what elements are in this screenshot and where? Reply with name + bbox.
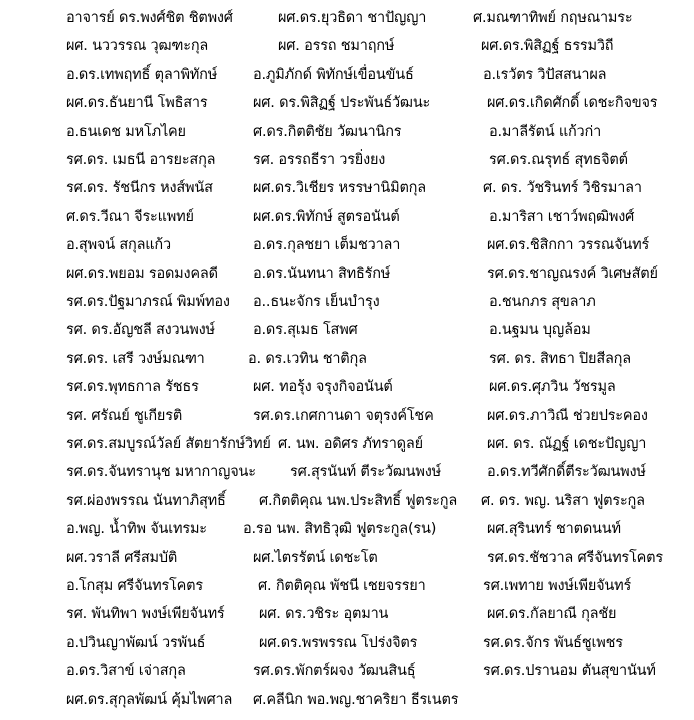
name-entry: ผศ.ไตรรัตน์ เดชะโต (253, 549, 378, 566)
name-entry: ผศ.สุรินทร์ ชาตดนนท์ (487, 521, 621, 538)
name-entry: ผศ.ดร.เกิดศักดิ์ เดชะกิจขจร (487, 95, 658, 112)
name-row (0, 118, 694, 146)
name-entry: ศ.กิตติคุณ นพ.ประสิทธิ์ ฟูตระกูล (259, 492, 458, 509)
name-entry: รศ.เพทาย พงษ์เพียจันทร์ (483, 578, 632, 594)
name-entry: รศ. อรรถธีรา วรยิ่งยง (253, 152, 386, 168)
name-entry: อ..ธนะจักร เย็นบำรุง (253, 294, 380, 310)
name-entry: อ.มาลีรัตน์ แก้วก่า (489, 123, 602, 140)
name-entry: รศ. ดร. สิทธา ปิยสีลกุล (489, 350, 631, 367)
name-entry: รศ.ดร. เสรี วงษ์มณฑา (66, 350, 205, 367)
name-row (0, 544, 694, 572)
name-entry: อ.มาริสา เชาว์พฤฒิพงศ์ (489, 208, 635, 225)
name-row (0, 316, 694, 344)
name-entry: ศ. ดร. วัชรินทร์ วิชิรมาลา (483, 180, 642, 197)
name-entry: ศ.ดร.วีณา จีระแพทย์ (66, 208, 194, 225)
name-row (0, 402, 694, 430)
name-entry: อ.พญ. น้ำทิพ จันเทรมะ (66, 521, 207, 538)
name-entry: ผศ.ดร.พิทักษ์ สูตรอนันต์ (253, 208, 400, 225)
name-entry: รศ.ดร.จันทรานุช มหากาญจนะ (66, 464, 256, 481)
name-entry: ผศ. ดร. ณัฏฐ์ เดชะปัญญา (487, 436, 647, 452)
name-entry: รศ.ดร. เมธนี อารยะสกุล (66, 152, 216, 168)
name-entry: อาจารย์ ดร.พงศ์ชิต ชิตพงศ์ (66, 10, 233, 26)
name-entry: รศ. พันทิพา พงษ์เพียจันทร์ (66, 606, 225, 623)
name-entry: รศ.ดร.ชัชวาล ศรีจันทรโคตร (487, 549, 663, 566)
name-row (0, 203, 694, 231)
name-row (0, 146, 694, 174)
name-entry: รศ.ดร.พักตร์ผจง วัฒนสินธุ์ (253, 663, 416, 680)
name-entry: อ.เรวัตร วิปัสสนาผล (483, 66, 607, 83)
name-entry: รศ.สุรนันท์ ตีระวัฒนพงษ์ (290, 464, 441, 481)
name-entry: ผศ.วราลี ศรีสมบัติ (66, 549, 178, 566)
name-entry: รศ.ผ่องพรรณ นันทาภิสุทธิ์ (66, 492, 226, 509)
name-entry: ศ. ดร. พญ. นริสา ฟูตระกูล (481, 492, 645, 509)
name-row (0, 657, 694, 685)
name-entry: ผศ.ดร.ศุภวิน วัชรมูล (489, 379, 616, 396)
name-entry: ผศ. อรรถ ชมาฤกษ์ (278, 38, 395, 55)
name-entry: อ.ภูมิภักด์ พิทักษ์เขื่อนขันธ์ (253, 66, 414, 83)
name-row (0, 61, 694, 89)
name-entry: อ.ดร.วิสาข์ เจ่าสกุล (66, 663, 186, 680)
name-entry: ผศ.ดร.พรพรรณ โปร่งจิตร (259, 634, 418, 651)
name-entry: อ.รอ นพ. สิทธิวุฒิ ฟูตระกูล(รน) (243, 521, 437, 538)
name-row (0, 487, 694, 515)
name-entry: รศ. ศรัณย์ ชูเกียรติ (66, 407, 183, 424)
name-row (0, 600, 694, 628)
name-row (0, 231, 694, 259)
name-entry: อ.ดร.เทพฤทธิ์ ตุลาพิทักษ์ (66, 66, 218, 83)
name-entry: รศ.ดร.เกศกานดา จตุรงค์โชค (253, 407, 434, 424)
name-row (0, 430, 694, 458)
name-entry: อ.ดร.ทวีศักดิ์ตีระวัฒนพงษ์ (487, 464, 646, 481)
name-entry: รศ.ดร.สมบูรณ์วัลย์ สัตยารักษ์วิทย์ (66, 436, 271, 452)
name-entry: อ.ธนเดช มหโภไคย (66, 123, 186, 140)
name-entry: ผศ.ดร.ธันยานี โพธิสาร (66, 95, 208, 112)
name-entry: ผศ. ดร.วชิระ อุตมาน (259, 606, 389, 623)
name-entry: ศ.คลีนิก พอ.พญ.ชาคริยา ธีรเนตร (253, 691, 459, 708)
name-entry: รศ.ดร.ณรุทธ์ สุทธจิตต์ (489, 152, 628, 168)
name-entry: อ.ดร.กุลชยา เต็มชวาลา (253, 237, 401, 254)
name-row (0, 686, 694, 714)
name-entry: ผศ.ดร.ภาวิณี ช่วยประคอง (487, 407, 648, 424)
name-entry: ผศ.ดร.กัลยาณี กุลชัย (487, 606, 617, 623)
name-row (0, 288, 694, 316)
name-entry: รศ. ดร.อัญชลี สงวนพงษ์ (66, 322, 215, 339)
name-entry: รศ.ดร.พุทธกาล รัชธร (66, 379, 199, 396)
name-entry: อ.ดร.สุเมธ โสพศ (253, 322, 358, 339)
name-entry: ผศ. นววรรณ วุฒฑะกุล (66, 38, 209, 55)
name-entry: ผศ. ดร.พิสิฏฐ์ ประพันธ์วัฒนะ (253, 95, 431, 112)
name-entry: ศ.มณฑาทิพย์ กฤษณามระ (473, 10, 633, 26)
name-entry: ศ. กิตติคุณ พัชนี เชยจรรยา (258, 578, 426, 594)
name-entry: รศ.ดร. รัชนีกร หงส์พนัส (66, 180, 213, 197)
name-entry: รศ.ดร.จักร พันธ์ชูเพชร (483, 634, 623, 651)
name-entry: ผศ.ดร.วิเชียร หรรษานิมิตกุล (253, 180, 426, 197)
name-entry: อ.โกสุม ศรีจันทรโคตร (66, 578, 203, 594)
name-row (0, 345, 694, 373)
name-entry: ศ.ดร.กิตติชัย วัฒนานิกร (253, 123, 402, 140)
name-row (0, 629, 694, 657)
name-row (0, 4, 694, 32)
name-row (0, 458, 694, 486)
name-entry: รศ.ดร.ชาญณรงค์ วิเศษสัตย์ (487, 265, 658, 282)
name-entry: รศ.ดร.ปัฐมาภรณ์ พิมพ์ทอง (66, 294, 230, 310)
name-entry: อ. ดร.เวทิน ชาติกุล (248, 350, 367, 367)
name-row (0, 89, 694, 117)
name-entry: อ.ดร.นันทนา สิทธิรักษ์ (253, 265, 391, 282)
name-entry: ผศ.ดร.สุกุลพัฒน์ คุ้มไพศาล (66, 691, 233, 708)
name-entry: ผศ.ดร.พยอม รอดมงคลดี (66, 265, 218, 282)
name-entry: ผศ.ดร.ชิสิกกา วรรณจันทร์ (487, 237, 650, 254)
name-entry: อ.ชนกภร สุขลาภ (489, 294, 596, 310)
name-entry: อ.ปวินญาพัฒน์ วรพันธ์ (66, 634, 206, 651)
name-row (0, 32, 694, 60)
name-entry: ผศ.ดร.พิสิฏฐ์ ธรรมวิถี (481, 38, 614, 55)
name-entry: รศ.ดร.ปรานอม ตันสุขานันท์ (483, 663, 656, 680)
name-entry: อ.นฐมน บุญล้อม (489, 322, 591, 339)
name-row (0, 515, 694, 543)
name-entry: อ.สุพจน์ สกุลแก้ว (66, 237, 171, 254)
name-row (0, 572, 694, 600)
name-row (0, 260, 694, 288)
name-entry: ศ. นพ. อดิศร ภัทราดูลย์ (278, 436, 423, 452)
name-row (0, 174, 694, 202)
name-entry: ผศ.ดร.ยุวธิดา ชาปัญญา (278, 10, 427, 26)
name-row (0, 373, 694, 401)
name-entry: ผศ. ทอรุ้ง จรุงกิจอนันต์ (253, 379, 393, 396)
